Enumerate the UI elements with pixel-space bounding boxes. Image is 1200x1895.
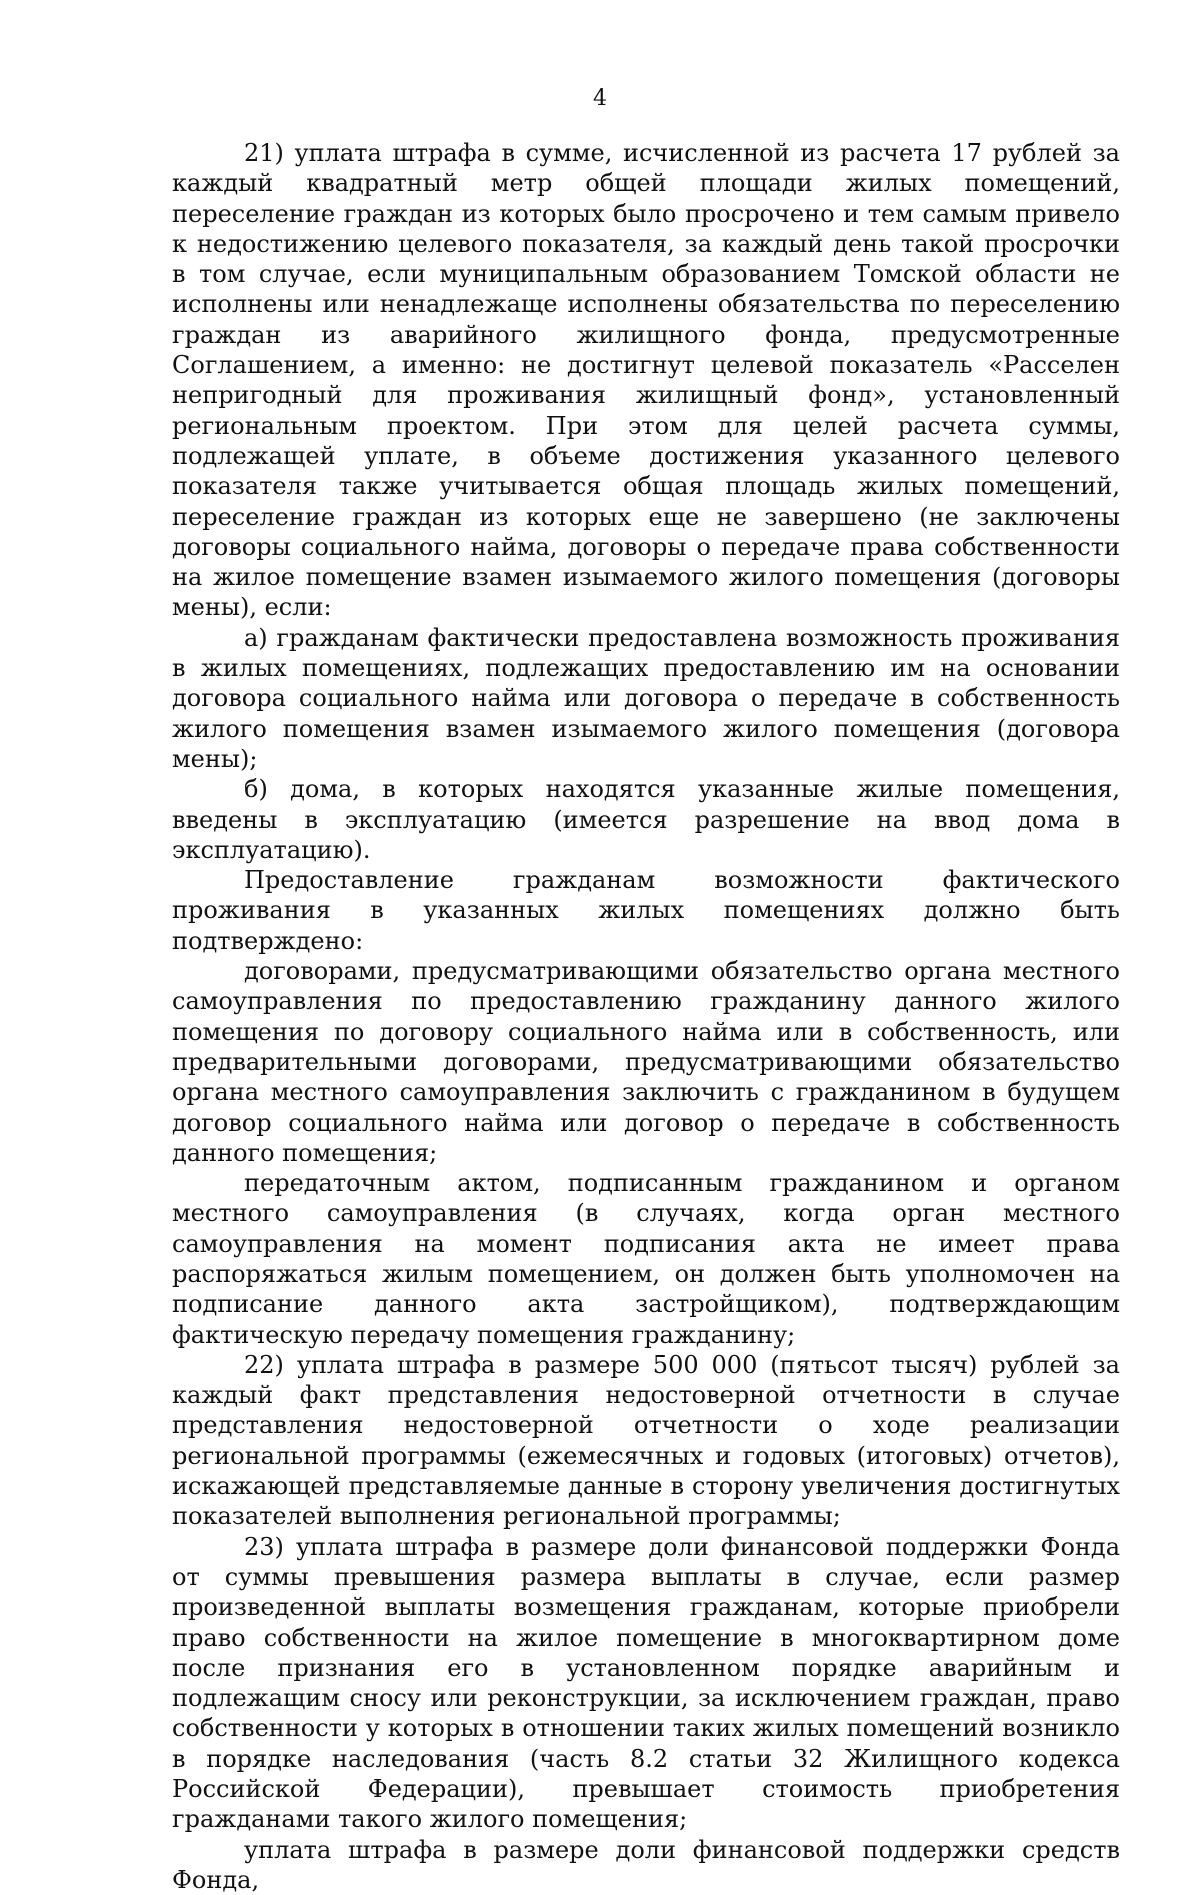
paragraph-21-penalty-resettlement-delay: 21) уплата штрафа в сумме, исчисленной из расчета 17 рублей за каждый квадратный метр общей площади жилых помещений, переселение граждан из которых было просрочено и тем самым привело к недостижению целевого показателя, за каждый день такой просрочки в том случае, если муниципальным образованием Томской области не исполнены или ненадлежаще исполнены обязательства по переселению граждан из аварийного жилищного фонда, предусмотренные Соглашением, а именно: не достигнут целевой показатель «Расселен непригодный для проживания жилищный фонд», установленный региональным проектом. При этом для целей расчета суммы, подлежащей уплате, в объеме достижения указанного целевого показателя также учитывается общая площадь жилых помещений, переселение граждан из которых еще не завершено (не заключены договоры социального найма, договоры о передаче права собственности на жилое помещение взамен изымаемого жилого помещения (договоры мены), если: (172, 139, 1120, 622)
paragraph-confirmation-transfer-act: передаточным актом, подписанным гражданином и органом местного самоуправления (в случаях, когда орган местного самоуправления на момент подписания акта не имеет права распоряжаться жилым помещением, он должен быть уполномочен на подписание данного акта застройщиком), подтверждающим фактическую передачу помещения гражданину; (172, 1169, 1120, 1349)
paragraph-continuation: уплата штрафа в размере доли финансовой поддержки средств Фонда, (172, 1835, 1120, 1894)
paragraph-a-housing-provided: а) гражданам фактически предоставлена возможность проживания в жилых помещениях, подлежащих предоставлению им на основании договора социального найма или договора о передаче в собственность жилого помещения взамен изымаемого жилого помещения (договора мены); (172, 623, 1120, 773)
paragraph-confirmation-intro: Предоставление гражданам возможности фактического проживания в указанных жилых помещениях должно быть подтверждено: (172, 866, 1120, 955)
paragraph-b-houses-commissioned: б) дома, в которых находятся указанные жилые помещения, введены в эксплуатацию (имеется разрешение на ввод дома в эксплуатацию). (172, 775, 1120, 864)
document-body (172, 138, 1120, 1895)
paragraph-23-excess-payment-penalty: 23) уплата штрафа в размере доли финансовой поддержки Фонда от суммы превышения размера выплаты в случае, если размер произведенной выплаты возмещения гражданам, которые приобрели право собственности на жилое помещение в многоквартирном доме после признания его в установленном порядке аварийным и подлежащим сносу или реконструкции, за исключением граждан, право собственности у которых в отношении таких жилых помещений возникло в порядке наследования (часть 8.2 статьи 32 Жилищного кодекса Российской Федерации), превышает стоимость приобретения гражданами такого жилого помещения; (172, 1532, 1120, 1834)
page-number: 4 (593, 86, 607, 111)
paragraph-confirmation-contracts: договорами, предусматривающими обязательство органа местного самоуправления по предоставлению гражданину данного жилого помещения по договору социального найма или в собственность, или предварительными договорами, предусматривающими обязательство органа местного самоуправления заключить с гражданином в будущем договор социального найма или договор о передаче в собственность данного помещения; (172, 957, 1120, 1167)
paragraph-22-false-reporting-penalty: 22) уплата штрафа в размере 500 000 (пятьсот тысяч) рублей за каждый факт представления недостоверной отчетности в случае представления недостоверной отчетности о ходе реализации региональной программы (ежемесячных и годовых (итоговых) отчетов), искажающей представляемые данные в сторону увеличения достигнутых показателей выполнения региональной программы; (172, 1350, 1120, 1531)
